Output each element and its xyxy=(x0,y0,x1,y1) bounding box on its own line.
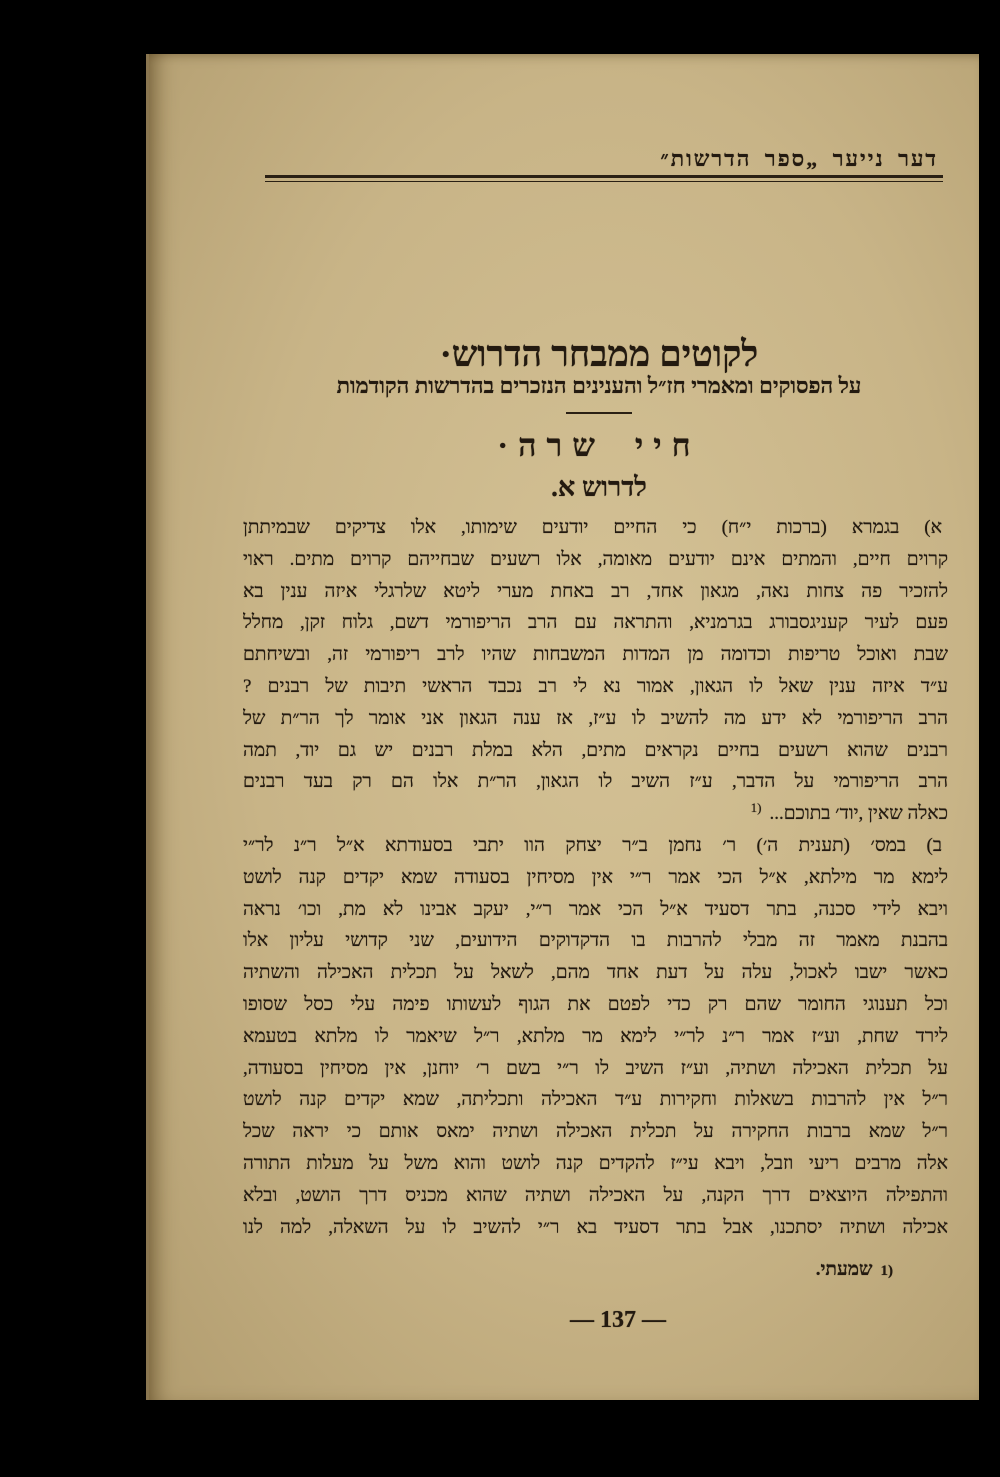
body-line: ויבא לידי סכנה, בתר דסעיד א״ל הכי אמר ר״י, יעקב אבינו לא מת, וכו׳ נראה xyxy=(243,898,948,920)
body-line: אכילה ושתיה יסתכנו, אבל בתר דסעיד בא ר״י להשיב לו על השאלה, למה לנו xyxy=(243,1216,948,1238)
body-line: אלה מרבים ריעי וזבל, ויבא עי״ז להקדים קנה לושט והוא משל על מעלות התורה xyxy=(243,1152,948,1174)
book-page xyxy=(146,54,979,1400)
body-line: להזכיר פה צחות נאה, מגאון אחד, רב באחת מערי ליטא שלרגלי איזה ענין בא xyxy=(243,580,948,602)
body-line: וכל תענוגי החומר שהם רק כדי לפטם את הגוף לעשותו פימה עלי כסל שסופו xyxy=(243,993,948,1015)
paragraph-b xyxy=(243,830,948,1243)
section-subtitle: על הפסוקים ומאמרי חז״ל והענינים הנזכרים בהדרשות הקודמות xyxy=(336,373,862,398)
body-line-text: כאלה שאין ,יוד׳ בתוכם... xyxy=(769,803,948,825)
body-line: שבת ואוכל טריפות וכדומה מן המדות המשבחות שהיו לרב ריפורמי זה, ובשיחתם xyxy=(243,644,948,666)
running-title: דער נייער „ספר הדרשות״ xyxy=(660,146,938,171)
page-number: — 137 — xyxy=(570,1307,666,1333)
body-line: על תכלית האכילה ושתיה, וע״ז השיב לו ר״י בשם ר׳ יוחנן, אין מסיחין בסעודה, xyxy=(243,1057,948,1079)
body-line: לירד שחת, וע״ז אמר ר״נ לר״י לימא מר מלתא, ר״ל שיאמר לו מלתא בטעמא xyxy=(243,1025,948,1047)
body-line: והתפילה היוצאים דרך הקנה, על האכילה ושתיה שהוא מכניס דרך הושט, ובלא xyxy=(243,1184,948,1206)
footnote-reference: 1) xyxy=(750,799,762,815)
footnote-marker: 1) xyxy=(880,1263,893,1279)
body-line: בהבנת מאמר זה מבלי להרבות בו הדקדוקים הידועים, שני קדושי עליון אלו xyxy=(243,930,948,952)
drush-heading: לדרוש א. xyxy=(551,472,647,502)
body-text xyxy=(243,512,948,1243)
paragraph-a xyxy=(243,512,948,830)
body-line: קרוים חיים, והמתים אינם יודעים מאומה, אלו רשעים שבחייהם קרוים מתים. ראוי xyxy=(243,548,948,570)
body-line-last xyxy=(243,798,948,830)
body-line: ר״ל אין להרבות בשאלות וחקירות ע״ד האכילה ותכליתה, שמא יקדים קנה לושט xyxy=(243,1089,948,1111)
body-line: ב) במס׳ (תענית ה׳) ר׳ נחמן ב״ר יצחק הוו יתבי בסעודתא א״ל ר״נ לר״י xyxy=(243,834,942,856)
body-line: פעם לעיר קעניגסבורג בגרמניא, והתראה עם הרב הריפורמי דשם, גלוח זקן, מחלל xyxy=(243,612,948,634)
body-line: ר״ל שמא ברבות החקירה על תכלית האכילה ושתיה ימאס אותם כי יראה שכל xyxy=(243,1121,948,1143)
body-line: לימא מר מילתא, א״ל הכי אמר ר״י אין מסיחין בסעודה שמא יקדים קנה לושט xyxy=(243,866,948,888)
parasha-heading: חיי שרה· xyxy=(497,427,701,463)
body-line: הרב הריפורמי על הדבר, ע״ז השיב לו הגאון, הר״ת אלו הם רק בעד רבנים xyxy=(243,771,948,793)
header-double-rule xyxy=(265,175,943,182)
body-line: כאשר ישבו לאכול, עלה על דעת אחד מהם, לשאל על תכלית האכילה והשתיה xyxy=(243,962,948,984)
title-divider xyxy=(566,412,632,414)
body-line: ע״ד איזה ענין שאל לו הגאון, אמור נא לי רב נכבד הראשי תיבות של רבנים ? xyxy=(243,675,948,697)
body-line: א) בגמרא (ברכות י״ח) כי החיים יודעים שימותו, אלו צדיקים שבמיתתן xyxy=(243,517,942,538)
footnote-text: שמעתי. xyxy=(815,1259,873,1280)
body-line: הרב הריפורמי לא ידע מה להשיב לו ע״ז, אז ענה הגאון אני אומר לך הר״ת של xyxy=(243,707,948,729)
section-title: לקוטים ממבחר הדרוש· xyxy=(439,334,759,374)
footnote xyxy=(816,1257,893,1284)
body-line: רבנים שהוא רשעים בחיים נקראים מתים, הלא במלת רבנים יש גם יוד, תמה xyxy=(243,739,948,761)
